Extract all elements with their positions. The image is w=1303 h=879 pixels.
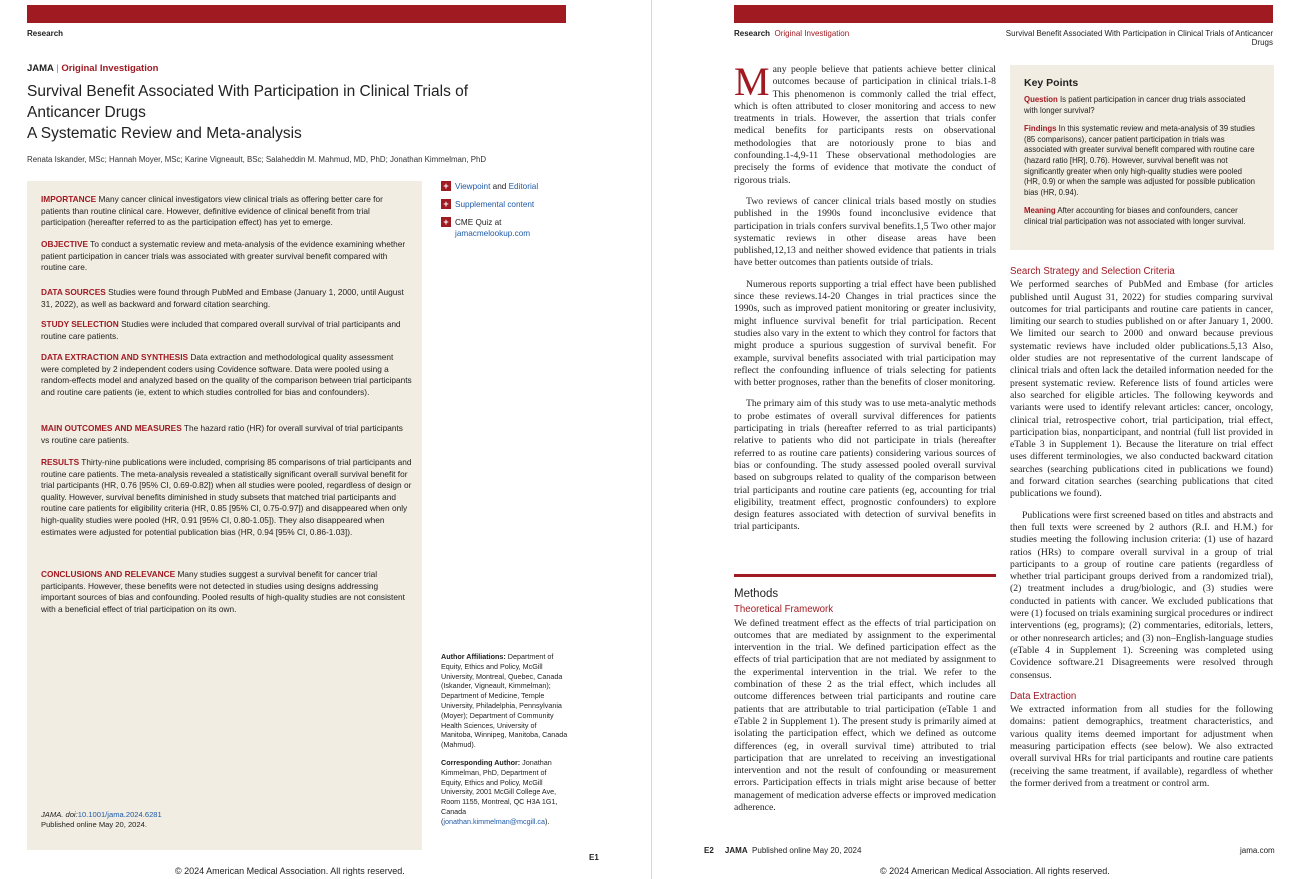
plus-icon: + <box>441 217 451 227</box>
body-paragraph: Numerous reports supporting a trial effect have been published since these reviews.14-20 Changes in trial practices since the 1990s, such as improved patient monitoring or greater inclusivity, might influence survival benefit for trial participation. Recent studies also vary in the extent to which they control for factors that might produce a spurious suggestion of survival benefit. For example, survival benefits associated with trial participation may reflect the confounding influence of trials selecting for patients with better prognoses, rather than the benefits of closer monitoring. <box>734 278 996 389</box>
header-bar-right <box>734 5 1273 23</box>
abstract-objective: OBJECTIVE To conduct a systematic review and meta-analysis of the evidence examining whether patient participation in cancer trials was associated with greater survival benefit compared with routine care. <box>41 239 406 273</box>
article-type: Original Investigation <box>61 63 159 74</box>
author-list: Renata Iskander, MSc; Hannah Moyer, MSc; Karine Vigneault, BSc; Salaheddin M. Mahmud, MD, PhD; Jonathan Kimmelman, PhD <box>27 155 487 164</box>
journal-name: JAMA <box>27 63 54 74</box>
abstract-conclusions: CONCLUSIONS AND RELEVANCE Many studies suggest a survival benefit for cancer trial participants. However, these benefits were not detected in studies using designs addressing important sources of bias and confounding. Pooled results of high-quality studies are not consistent with a beneficial effect of trial participation on its own. <box>41 569 405 614</box>
copyright-left: © 2024 American Medical Association. All rights reserved. <box>175 866 405 876</box>
article-title: Survival Benefit Associated With Participation in Clinical Trials of Anticancer Drugs <box>27 83 469 121</box>
author-affiliations: Author Affiliations: Department of Equity, Ethics and Policy, McGill University, Montreal, Quebec, Canada (Iskander, Vigneault, Kimmelman); Department of Medicine, Temple University, Philadelphia, Pennsylvania (Moyer); Department of Community Health Sciences, University of Manitoba, Winnipeg, Manitoba, Canada (Mahmud). <box>441 652 568 750</box>
plus-icon: + <box>441 199 451 209</box>
related-links: + Viewpoint and Editorial + Supplemental content + CME Quiz at jamacmelookup.com <box>441 181 538 239</box>
search-heading: Search Strategy and Selection Criteria <box>1010 266 1175 277</box>
body-paragraph: We performed searches of PubMed and Embase (for articles published until August 31, 2022) for studies comparing survival outcomes for trial participants and routine care patients in cancer, limiting our search to studies published on or after January 1, 2000. We limited our search to 2000 and onward because previous systematic reviews have included older publications.5,13 Also, older studies are not representative of the current landscape of clinical trials and often lack the detailed information needed for the present systematic review. Reference lists of found articles were also searched for eligible articles. The following keywords and variants were used to identify relevant articles: cancer, oncology, clinical trial, retrospective cohort, trial participation, trial effect, participation bias, nonparticipant, and nontrial (full list provided in eTable 3 in Supplement 1). Because the literature on trial effect uses different terminologies, we also conducted backward citation searches (searching publications cited in publications we found) and forward citation searches (searching publications that cited publications we found). <box>1010 279 1273 500</box>
citation-footer: JAMA. doi:10.1001/jama.2024.6281 Published online May 20, 2024. <box>41 810 162 829</box>
email-link[interactable]: jonathan.kimmelman@mcgill.ca <box>443 816 545 826</box>
copyright-right: © 2024 American Medical Association. All rights reserved. <box>880 866 1110 876</box>
body-paragraph: Two reviews of cancer clinical trials based mostly on studies published in the 1990s found inconclusive evidence that participation in trials confers survival benefits.1,5 Two other major systematic reviews in other disease areas have been published,12,13 and neither showed evidence that patients in trials have better outcomes than patients outside of trials. <box>734 195 996 269</box>
body-paragraph: We defined treatment effect as the effects of trial participation on outcomes that are mediated by assignment to the experimental intervention in the trial. We defined participation effect as the effects of trial participation that are not mediated by assignment to the experimental intervention in the trial. We refer to the combination of these 2 as the trial effect, which includes all outcome differences between trial participants and routine care patients that are attributable to trial participation (eTable 1 and eTable 2 in Supplement 1). The present study is primarily aimed at isolating the participation effect, which we defined as outcome differences (eg, in overall survival time) attributed to trial participation that are unrelated to receiving an investigational intervention and not the result of confounding or measurement errors. Participation effects in trials might arise because of better management of medication adverse effects or improved medication adherence. <box>734 617 996 814</box>
page-footer-right: E2 JAMA Published online May 20, 2024 <box>704 846 862 855</box>
plus-icon: + <box>441 181 451 191</box>
abstract-panel <box>27 181 422 850</box>
body-paragraph: Publications were first screened based on titles and abstracts and then full texts were screened by 2 authors (R.I. and H.M.) for studies meeting the following inclusion criteria: (1) use of hazard ratios (HRs) to compare overall survival in a group of trial participants to a group of routine care patients (regardless of whether trial participant groups derived from a randomized trial), (2) treatment includes a drug/biologic, and (3) studies were conducted in patients with cancer. We excluded publications that were (1) focused on trials examining surgical procedures or indirect interventions (eg, programs); (2) commentaries, editorials, letters, or other nonresearch articles; and (3) non–English-language studies (eTable 4 in Supplement 1). Screening was completed using Covidence software.21 Disagreements were resolved through consensus. <box>1010 509 1273 681</box>
key-points-title: Key Points <box>1024 77 1079 89</box>
key-point-question: Question Is patient participation in cancer drug trials associated with longer survival? <box>1024 95 1246 115</box>
corresponding-author: Corresponding Author: Jonathan Kimmelman, PhD, Department of Equity, Ethics and Policy, McGill University, 2001 McGill College Ave, Room 1155, Montreal, QC H3A 1G1, Canada (jonathan.kimmelman@mcgill.ca). <box>441 758 558 826</box>
drop-cap: M <box>734 59 770 104</box>
supplemental-link[interactable]: Supplemental content <box>455 200 535 209</box>
abstract-data-sources: DATA SOURCES Studies were found through PubMed and Embase (January 1, 2000, until August 31, 2022), as well as backward and forward citation searching. <box>41 287 404 309</box>
key-point-meaning: Meaning After accounting for biases and confounders, cancer clinical trial participation was not associated with longer survival. <box>1024 206 1246 226</box>
key-point-findings: Findings In this systematic review and meta-analysis of 39 studies (85 comparisons), cancer patient participation in trials was associated with greater survival benefit compared with routine care (hazard ratio [HR], 0.76). However, survival benefit was not significantly greater when only high-quality studies were pooled (HR, 0.9) or when the sample was adjusted for possible publication bias (HR, 0.94). <box>1024 124 1255 197</box>
abstract-data-extraction: DATA EXTRACTION AND SYNTHESIS Data extraction and methodological quality assessment were completed by 2 independent coders using Covidence software. Data were pooled using a random-effects model and analyzed based on the quality of the comparison between trial participants and routine care patients (ie, extent to which studies controlled for bias and confounders). <box>41 352 412 397</box>
section-label-left: Research <box>27 29 64 38</box>
doi-link[interactable]: 10.1001/jama.2024.6281 <box>77 810 162 819</box>
intro-paragraph: Many people believe that patients achieve better clinical outcomes because of participation in clinical trials.1-8 This phenomenon is commonly called the trial effect, which is often attributed to closer monitoring and access to new treatments in trials. However, the assertion that trials confer medical benefits for participants rests on observational methodologies that are notoriously prone to bias and confounding.1-4,9-11 These observational methodologies are precisely the forms of evidence that motivate the conduct of rigorous trials. <box>734 59 996 186</box>
page-gutter <box>651 0 652 879</box>
cme-label: CME Quiz at <box>455 218 502 227</box>
body-paragraph: We extracted information from all studies for the following domains: patient demographics, treatment characteristics, and various quality items deemed important for adjustment when measuring participation effects (see below). We also extracted overall survival HRs for trial participants and routine care patients (receiving the same treatment, if available), regardless of whether the former derived from a treatment or control arm. <box>1010 704 1273 789</box>
abstract-study-selection: STUDY SELECTION Studies were included that compared overall survival of trial participants and routine care patients. <box>41 319 401 341</box>
methods-heading: Methods <box>734 588 779 600</box>
body-paragraph: The primary aim of this study was to use meta-analytic methods to probe estimates of overall survival differences for patients participating in trials (hereafter referred to as trial participants) relative to patients who did not participate in trials (hereafter referred to as routine care patients) considering various sources of bias or confounding. The study assessed pooled overall survival based on subgroups related to quality of the comparison between trial participants and routine care patients (eg, accounting for trial eligibility, treatment effect, prognostic confounders) to explore design features associated with detection of survival benefits in trial participants. <box>734 398 996 533</box>
theoretical-heading: Theoretical Framework <box>734 604 834 616</box>
body-column-2 <box>1010 262 1273 799</box>
journal-label: JAMA | Original Investigation <box>27 63 159 74</box>
header-bar-left <box>27 5 566 23</box>
section-label-right: Research Original Investigation <box>734 29 850 38</box>
methods-rule <box>734 574 996 577</box>
running-title: Survival Benefit Associated With Participation in Clinical Trials of Anticancer Drugs <box>1005 29 1273 47</box>
extraction-heading: Data Extraction <box>1010 690 1077 702</box>
article-title-block <box>27 81 497 144</box>
page-number-left: E1 <box>589 853 599 862</box>
site-link[interactable]: jama.com <box>1240 846 1275 855</box>
body-column-1 <box>734 59 996 543</box>
key-points-panel <box>1010 65 1274 250</box>
abstract-main-outcomes: MAIN OUTCOMES AND MEASURES The hazard ratio (HR) for overall survival of trial participants vs routine care patients. <box>41 423 403 445</box>
article-subtitle: A Systematic Review and Meta-analysis <box>27 125 302 142</box>
abstract-importance: IMPORTANCE Many cancer clinical investigators view clinical trials as offering better care for patients than routine clinical care. However, definitive evidence of clinical benefit from trial participation (hereafter referred to as the participation effect) has yet to emerge. <box>41 194 383 228</box>
viewpoint-link[interactable]: Viewpoint <box>455 182 491 191</box>
editorial-link[interactable]: Editorial <box>508 182 539 191</box>
abstract-results: RESULTS Thirty-nine publications were included, comprising 85 comparisons of trial participants and routine care patients. The meta-analysis revealed a statistically significant overall survival benefit for trial participants (HR, 0.76 [95% CI, 0.69-0.82]) when all studies were pooled, regardless of design or quality. However, survival benefits diminished in study subsets that matched trial participants and routine care patients for eligibility criteria (HR, 0.85 [95% CI, 0.75-0.97]) and disappeared when only high-quality studies were pooled (HR, 0.91 [95% CI, 0.80-1.05]). They also disappeared when estimates were adjusted for potential publication bias (HR, 0.94 [95% CI, 0.86-1.03]). <box>41 457 412 537</box>
cme-link[interactable]: jamacmelookup.com <box>455 229 531 238</box>
methods-block <box>734 582 996 823</box>
